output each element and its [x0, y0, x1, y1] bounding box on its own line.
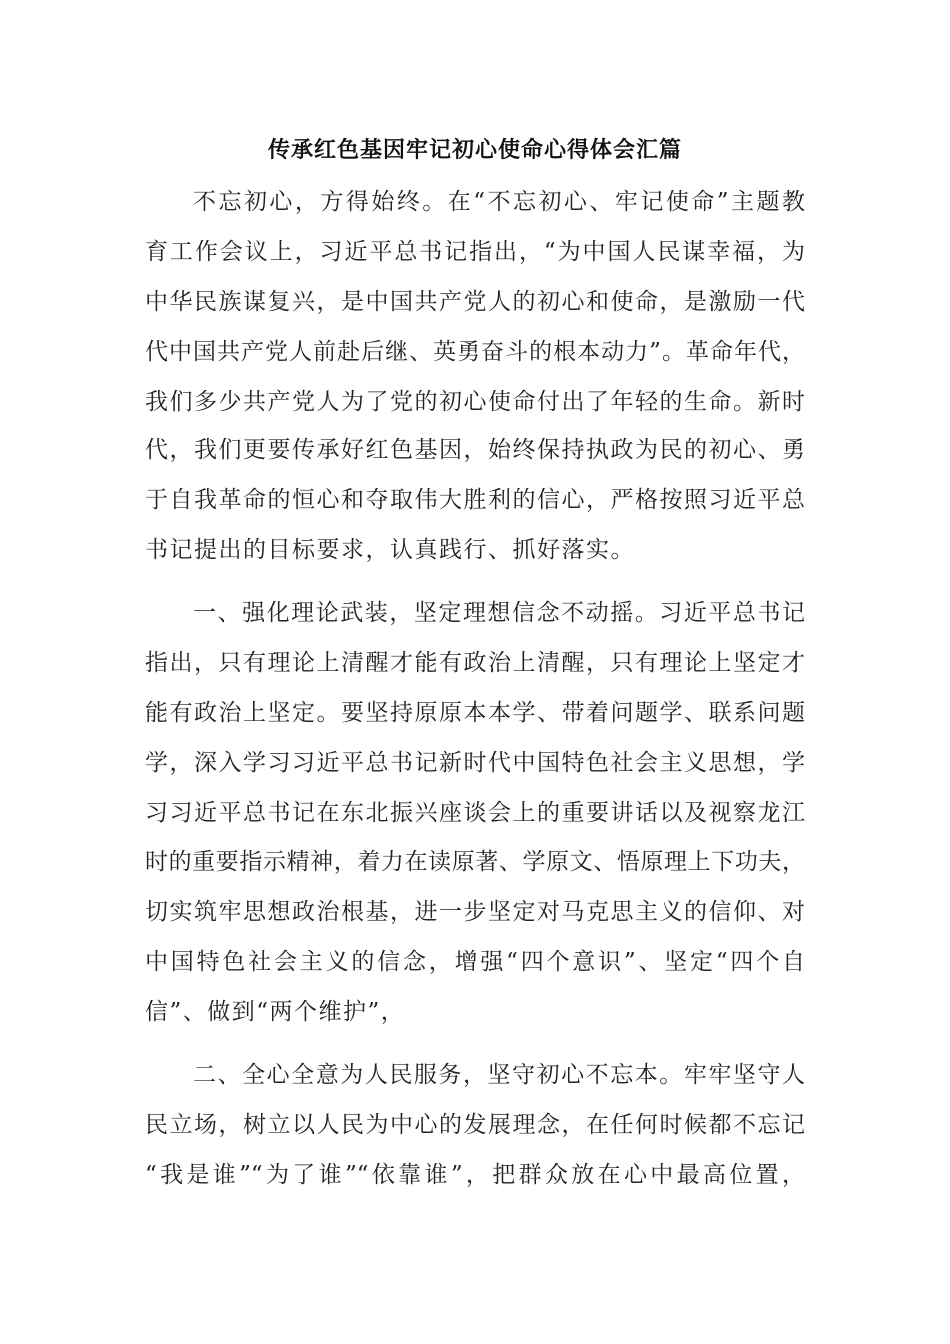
paragraph-line: 我们多少共产党人为了党的初心使命付出了年轻的生命。新时 [145, 389, 805, 415]
paragraph-line: 不忘初心，方得始终。在“不忘初心、牢记使命”主题教 [193, 189, 805, 215]
document-title: 传承红色基因牢记初心使命心得体会汇篇 [267, 138, 682, 163]
paragraph-line: 代中国共产党人前赴后继、英勇奋斗的根本动力”。革命年代， [145, 339, 805, 365]
paragraph-line: 切实筑牢思想政治根基，进一步坚定对马克思主义的信仰、对 [145, 899, 805, 925]
paragraph-line: 于自我革命的恒心和夺取伟大胜利的信心，严格按照习近平总 [145, 487, 805, 513]
paragraph-line: 能有政治上坚定。要坚持原原本本学、带着问题学、联系问题 [145, 700, 805, 726]
paragraph-line: 中华民族谋复兴，是中国共产党人的初心和使命，是激励一代 [145, 289, 805, 315]
paragraph-line: “我是谁”“为了谁”“依靠谁”，把群众放在心中最高位置， [145, 1162, 805, 1188]
paragraph-line: 指出，只有理论上清醒才能有政治上清醒，只有理论上坚定才 [145, 650, 805, 676]
paragraph-line: 代，我们更要传承好红色基因，始终保持执政为民的初心、勇 [145, 437, 805, 463]
paragraph-line: 中国特色社会主义的信念，增强“四个意识”、坚定“四个自 [145, 949, 805, 975]
paragraph-line: 习习近平总书记在东北振兴座谈会上的重要讲话以及视察龙江 [145, 800, 805, 826]
paragraph-line: 书记提出的目标要求，认真践行、抓好落实。 [145, 537, 635, 563]
paragraph-line: 一、强化理论武装，坚定理想信念不动摇。习近平总书记 [193, 600, 805, 626]
paragraph-line: 民立场，树立以人民为中心的发展理念，在任何时候都不忘记 [145, 1112, 805, 1138]
paragraph-line: 学，深入学习习近平总书记新时代中国特色社会主义思想，学 [145, 750, 805, 776]
paragraph-line: 时的重要指示精神，着力在读原著、学原文、悟原理上下功夫， [145, 849, 805, 875]
paragraph-line: 信”、做到“两个维护”， [145, 999, 406, 1025]
paragraph-line: 育工作会议上，习近平总书记指出，“为中国人民谋幸福，为 [145, 239, 805, 265]
paragraph-line: 二、全心全意为人民服务，坚守初心不忘本。牢牢坚守人 [193, 1062, 805, 1088]
